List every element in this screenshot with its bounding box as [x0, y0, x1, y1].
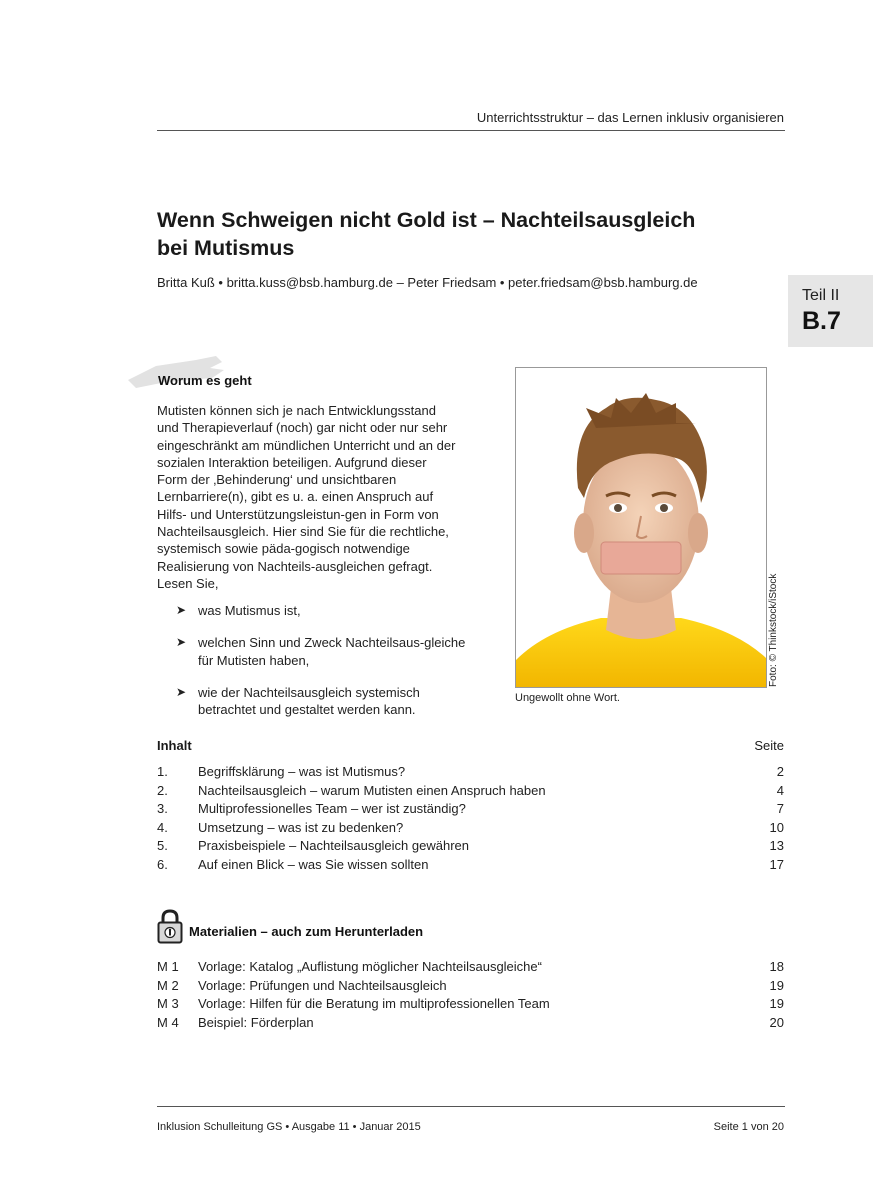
toc-page: 13	[769, 838, 784, 854]
material-title: Vorlage: Hilfen für die Beratung im multiprofessionellen Team	[198, 996, 550, 1012]
article-title-line-2: bei Mutismus	[157, 236, 295, 260]
list-item-text: welchen Sinn und Zweck Nachteilsaus-gleiche für Mutisten haben,	[198, 635, 466, 668]
footer-page-number: Seite 1 von 20	[713, 1121, 784, 1133]
footer-publication: Inklusion Schulleitung GS • Ausgabe 11 • Januar 2015	[157, 1121, 421, 1133]
running-header: Unterrichtsstruktur – das Lernen inklusiv organisieren	[476, 110, 784, 125]
material-page: 18	[769, 959, 784, 974]
contents-header	[157, 738, 784, 753]
materials-list	[157, 959, 784, 1033]
toc-number: 3.	[157, 801, 168, 817]
section-part: Teil II	[802, 287, 840, 304]
material-title: Vorlage: Katalog „Auflistung möglicher Nachteilsausgleiche“	[198, 959, 542, 974]
toc-page: 2	[776, 764, 784, 779]
list-item	[176, 634, 466, 669]
materials-heading: Materialien – auch zum Herunterladen	[189, 924, 424, 939]
table-row	[157, 820, 784, 839]
toc-title: Nachteilsausgleich – warum Mutisten einen Anspruch haben	[198, 782, 546, 798]
photo-caption: Ungewollt ohne Wort.	[515, 692, 620, 704]
toc-number: 4.	[157, 819, 168, 835]
chevron-right-icon: ➤	[176, 635, 187, 650]
material-title: Beispiel: Förderplan	[198, 1014, 314, 1030]
intro-text-block	[157, 402, 457, 592]
reading-goals-list	[176, 602, 466, 733]
authors-line: Britta Kuß • britta.kuss@bsb.hamburg.de – Peter Friedsam • peter.friedsam@bsb.hamburg.de	[157, 275, 698, 290]
toc-title: Auf einen Blick – was Sie wissen sollten	[198, 856, 429, 872]
material-title: Vorlage: Prüfungen und Nachteilsausgleich	[198, 977, 447, 993]
intro-paragraph: Mutisten können sich je nach Entwicklungsstand und Therapieverlauf (noch) gar nicht oder nur sehr eingeschränkt am mündlichen Unterricht und an der sozialen Interaktion beteiligen. Aufgrund dieser Form der ‚Behinderung‘ und unsichtbaren Lernbarriere(n), gibt es u. a. einen Anspruch auf Hilfs- und Unterstützungsleistun-gen in Form von Nachteilsausgleich. Hier sind Sie für die rechtliche, systemisch sowie päda-gogisch notwendige Realisierung von Nachteils-ausgleichen gefragt. Lesen Sie,	[157, 403, 456, 591]
contents-list	[157, 764, 784, 876]
photo-credit	[762, 565, 782, 695]
table-row	[157, 1015, 784, 1034]
list-item	[176, 684, 466, 719]
section-tab	[788, 275, 873, 347]
padlock-icon	[157, 908, 183, 944]
article-title	[157, 206, 767, 262]
material-page: 19	[769, 977, 784, 993]
toc-title: Begriffsklärung – was ist Mutismus?	[198, 764, 406, 779]
table-row	[157, 783, 784, 802]
section-code: B.7	[802, 307, 841, 335]
list-item-text: was Mutismus ist,	[198, 603, 301, 618]
chevron-right-icon: ➤	[176, 684, 187, 699]
material-number: M 4	[157, 1014, 179, 1030]
boy-with-taped-mouth-photo	[515, 367, 767, 688]
photo-credit-text: Foto: © Thinkstock/iStock	[768, 573, 779, 687]
toc-page: 17	[769, 856, 784, 872]
material-page: 19	[769, 996, 784, 1012]
material-number: M 1	[157, 959, 179, 974]
table-row	[157, 978, 784, 997]
toc-number: 6.	[157, 856, 168, 872]
list-item	[176, 602, 466, 619]
article-title-line-1: Wenn Schweigen nicht Gold ist – Nachteilsausgleich	[157, 208, 696, 232]
toc-title: Multiprofessionelles Team – wer ist zuständig?	[198, 801, 466, 817]
material-number: M 2	[157, 977, 179, 993]
contents-page-label: Seite	[754, 738, 784, 753]
footer-divider	[157, 1106, 785, 1107]
toc-number: 5.	[157, 838, 168, 854]
toc-page: 7	[776, 801, 784, 817]
toc-title: Praxisbeispiele – Nachteilsausgleich gewähren	[198, 838, 469, 854]
table-row	[157, 801, 784, 820]
material-page: 20	[769, 1014, 784, 1030]
toc-title: Umsetzung – was ist zu bedenken?	[198, 819, 404, 835]
table-row	[157, 764, 784, 783]
toc-page: 4	[776, 782, 784, 798]
table-row	[157, 838, 784, 857]
material-number: M 3	[157, 996, 179, 1012]
table-row	[157, 857, 784, 876]
list-item-text: wie der Nachteilsausgleich systemisch betrachtet und gestaltet werden kann.	[198, 684, 420, 718]
toc-number: 2.	[157, 782, 168, 798]
toc-page: 10	[769, 819, 784, 835]
toc-number: 1.	[157, 764, 168, 779]
header-divider	[157, 130, 785, 131]
intro-heading: Worum es geht	[158, 373, 252, 388]
chevron-right-icon: ➤	[176, 603, 187, 617]
table-row	[157, 996, 784, 1015]
table-row	[157, 959, 784, 978]
contents-heading: Inhalt	[157, 738, 192, 753]
